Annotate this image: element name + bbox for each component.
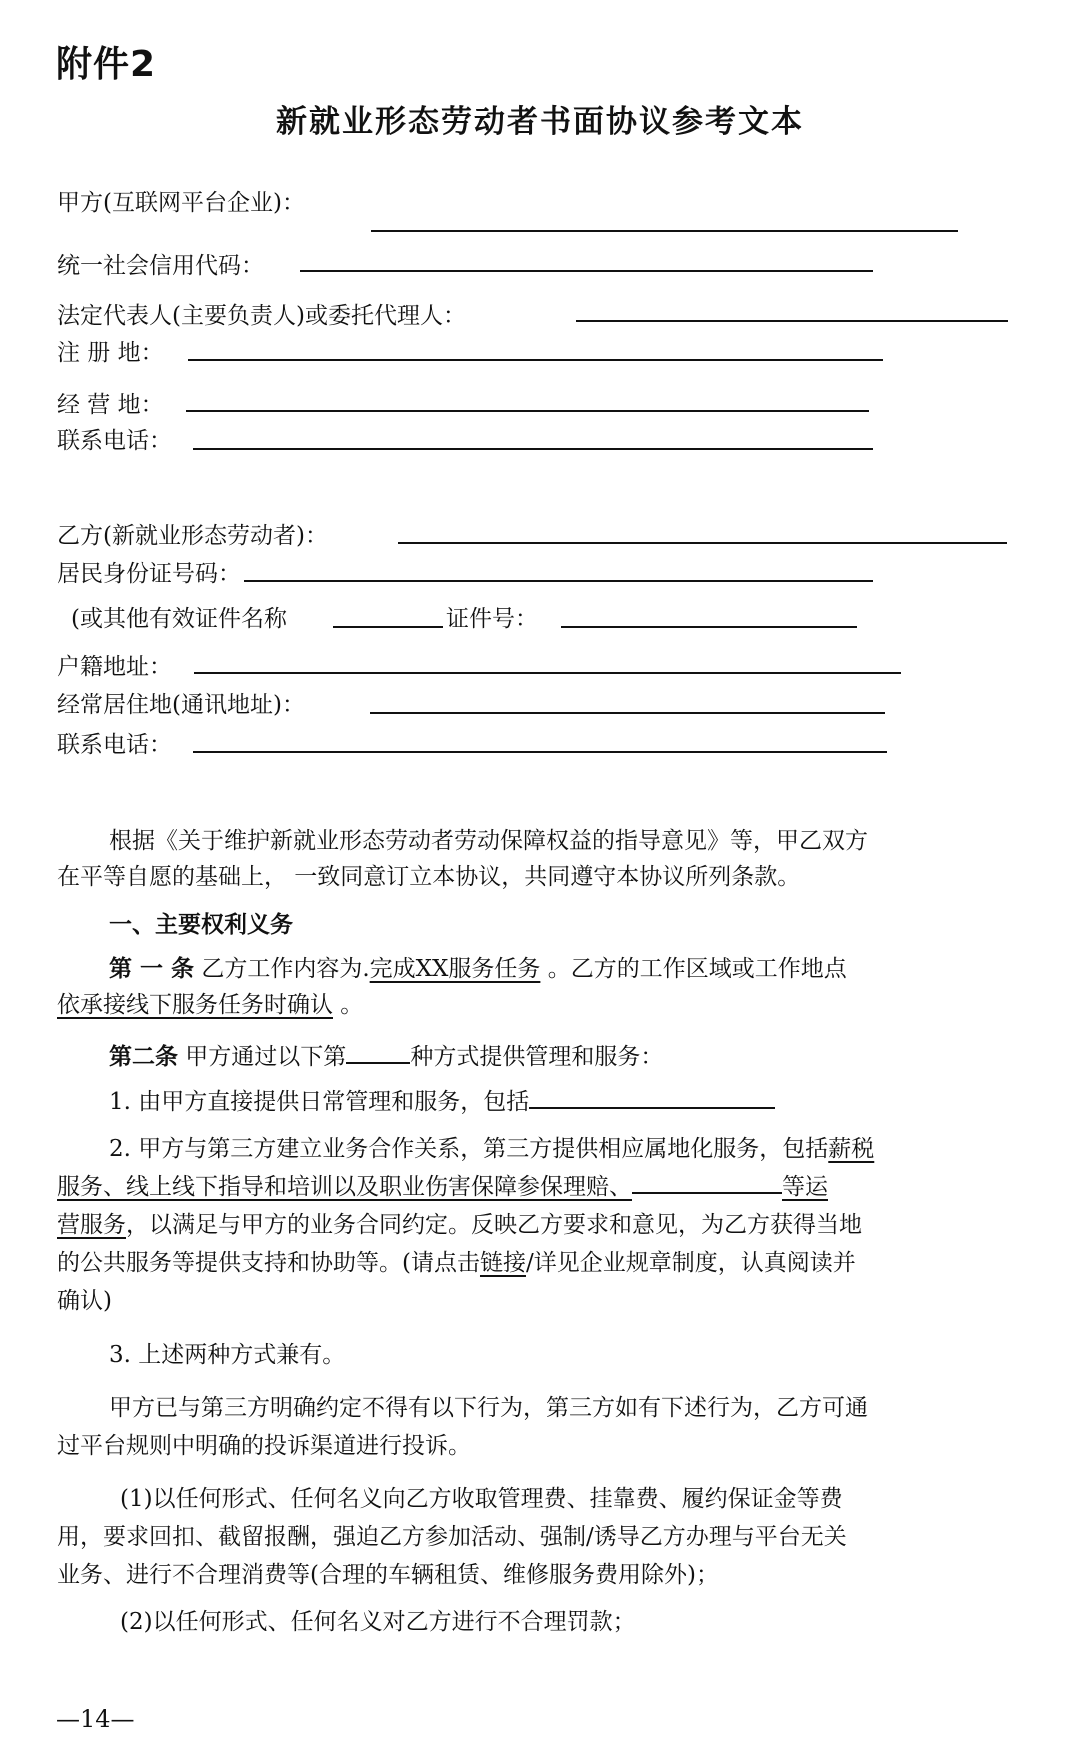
sub-item-1-line-2: 用，要求回扣、截留报酬，强迫乙方参加活动、强制/诱导乙方办理与平台无关: [57, 1524, 847, 1550]
item-2-text-4c: /详见企业规章制度，认真阅读并: [525, 1250, 856, 1276]
item-3-line: 3. 上述两种方式兼有。: [109, 1342, 346, 1368]
paragraph-line-1: 甲方已与第三方明确约定不得有以下行为，第三方如有下述行为，乙方可通: [109, 1395, 868, 1421]
legal-rep-field[interactable]: [576, 320, 1008, 322]
cert-number-label: 证件号：: [446, 606, 538, 632]
article-2-method-blank[interactable]: [346, 1042, 410, 1064]
article-2-text-b: 种方式提供管理和服务：: [410, 1044, 664, 1070]
business-address-field[interactable]: [186, 410, 869, 412]
article-1-work-area: 依承接线下服务任务时确认: [57, 992, 333, 1018]
item-2-text-1b: 薪税: [828, 1136, 875, 1162]
credit-code-field[interactable]: [300, 270, 873, 272]
other-id-name-field[interactable]: [333, 626, 443, 628]
item-1-text: 1. 由甲方直接提供日常管理和服务，包括: [109, 1089, 530, 1115]
item-2-text-1a: 2. 甲方与第三方建立业务合作关系，第三方提供相应属地化服务，包括: [109, 1136, 829, 1162]
other-id-label: (或其他有效证件名称: [71, 606, 287, 632]
residence-address-field[interactable]: [370, 712, 885, 714]
item-2-line-1: [109, 1130, 874, 1163]
page-number: —14—: [56, 1705, 135, 1733]
cert-number-field[interactable]: [561, 626, 857, 628]
item-2-text-4a: 的公共服务等提供支持和协助等。(请点击: [57, 1250, 480, 1276]
document-title: 新就业形态劳动者书面协议参考文本: [276, 104, 804, 140]
article-1-label: 第 一 条: [109, 956, 195, 982]
party-b-phone-label: 联系电话：: [57, 732, 172, 758]
party-a-phone-field[interactable]: [193, 448, 873, 450]
item-1-blank[interactable]: [529, 1087, 775, 1109]
party-a-phone-label: 联系电话：: [57, 428, 172, 454]
residence-address-label: 经常居住地(通讯地址)：: [57, 692, 305, 718]
party-b-name-label: 乙方(新就业形态劳动者)：: [57, 523, 328, 549]
item-2-text-2b: 等运: [782, 1174, 828, 1200]
item-2-line-5: 确认): [57, 1288, 112, 1314]
article-2-label: 第二条: [109, 1044, 178, 1070]
article-2-line: [109, 1038, 663, 1071]
item-2-line-2: [57, 1168, 828, 1201]
article-1-work-content: 完成XX服务任务: [369, 956, 541, 982]
item-2-text-2a: 服务、线上线下指导和培训以及职业伤害保障参保理赔、: [57, 1174, 632, 1200]
registered-address-field[interactable]: [188, 359, 883, 361]
item-2-text-3a: 营服务: [57, 1212, 126, 1238]
registered-address-label: 注 册 地：: [57, 340, 164, 366]
article-1-text-a: 乙方工作内容为.: [194, 956, 370, 982]
article-1-line-2: [57, 986, 363, 1019]
item-2-text-3b: ，以满足与甲方的业务合同约定。反映乙方要求和意见，为乙方获得当地: [126, 1212, 862, 1238]
item-2-blank[interactable]: [632, 1172, 782, 1194]
sub-item-1-line-3: 业务、进行不合理消费等(合理的车辆租赁、维修服务费用除外)；: [57, 1562, 719, 1588]
party-b-phone-field[interactable]: [193, 751, 887, 753]
sub-item-1-line-1: (1)以任何形式、任何名义向乙方收取管理费、挂靠费、履约保证金等费: [120, 1486, 843, 1512]
article-2-text-a: 甲方通过以下第: [178, 1044, 347, 1070]
id-number-field[interactable]: [244, 580, 873, 582]
item-2-line-4: [57, 1244, 856, 1277]
article-1-text-b: 。乙方的工作区域或工作地点: [540, 956, 847, 982]
article-1-text-c: 。: [333, 992, 364, 1018]
rules-link[interactable]: 链接: [479, 1250, 526, 1276]
id-number-label: 居民身份证号码：: [57, 561, 241, 587]
hukou-address-label: 户籍地址：: [57, 654, 172, 680]
hukou-address-field[interactable]: [194, 672, 901, 674]
item-2-line-3: [57, 1206, 862, 1239]
credit-code-label: 统一社会信用代码：: [57, 253, 264, 279]
sub-item-2-line: (2)以任何形式、任何名义对乙方进行不合理罚款；: [120, 1609, 636, 1635]
intro-line-2: 在平等自愿的基础上， 一致同意订立本协议，共同遵守本协议所列条款。: [57, 864, 801, 890]
intro-line-1: 根据《关于维护新就业形态劳动者劳动保障权益的指导意见》等，甲乙双方: [109, 828, 868, 854]
attachment-label: 附件2: [56, 44, 157, 85]
party-b-name-field[interactable]: [398, 542, 1007, 544]
legal-rep-label: 法定代表人(主要负责人)或委托代理人：: [57, 303, 466, 329]
item-1-line: [109, 1083, 775, 1116]
section-1-heading: 一、主要权利义务: [109, 912, 293, 938]
business-address-label: 经 营 地：: [57, 392, 164, 418]
party-a-name-label: 甲方(互联网平台企业)：: [57, 190, 305, 216]
party-a-name-field[interactable]: [371, 230, 958, 232]
paragraph-line-2: 过平台规则中明确的投诉渠道进行投诉。: [57, 1433, 471, 1459]
article-1-line-1: [109, 950, 847, 983]
